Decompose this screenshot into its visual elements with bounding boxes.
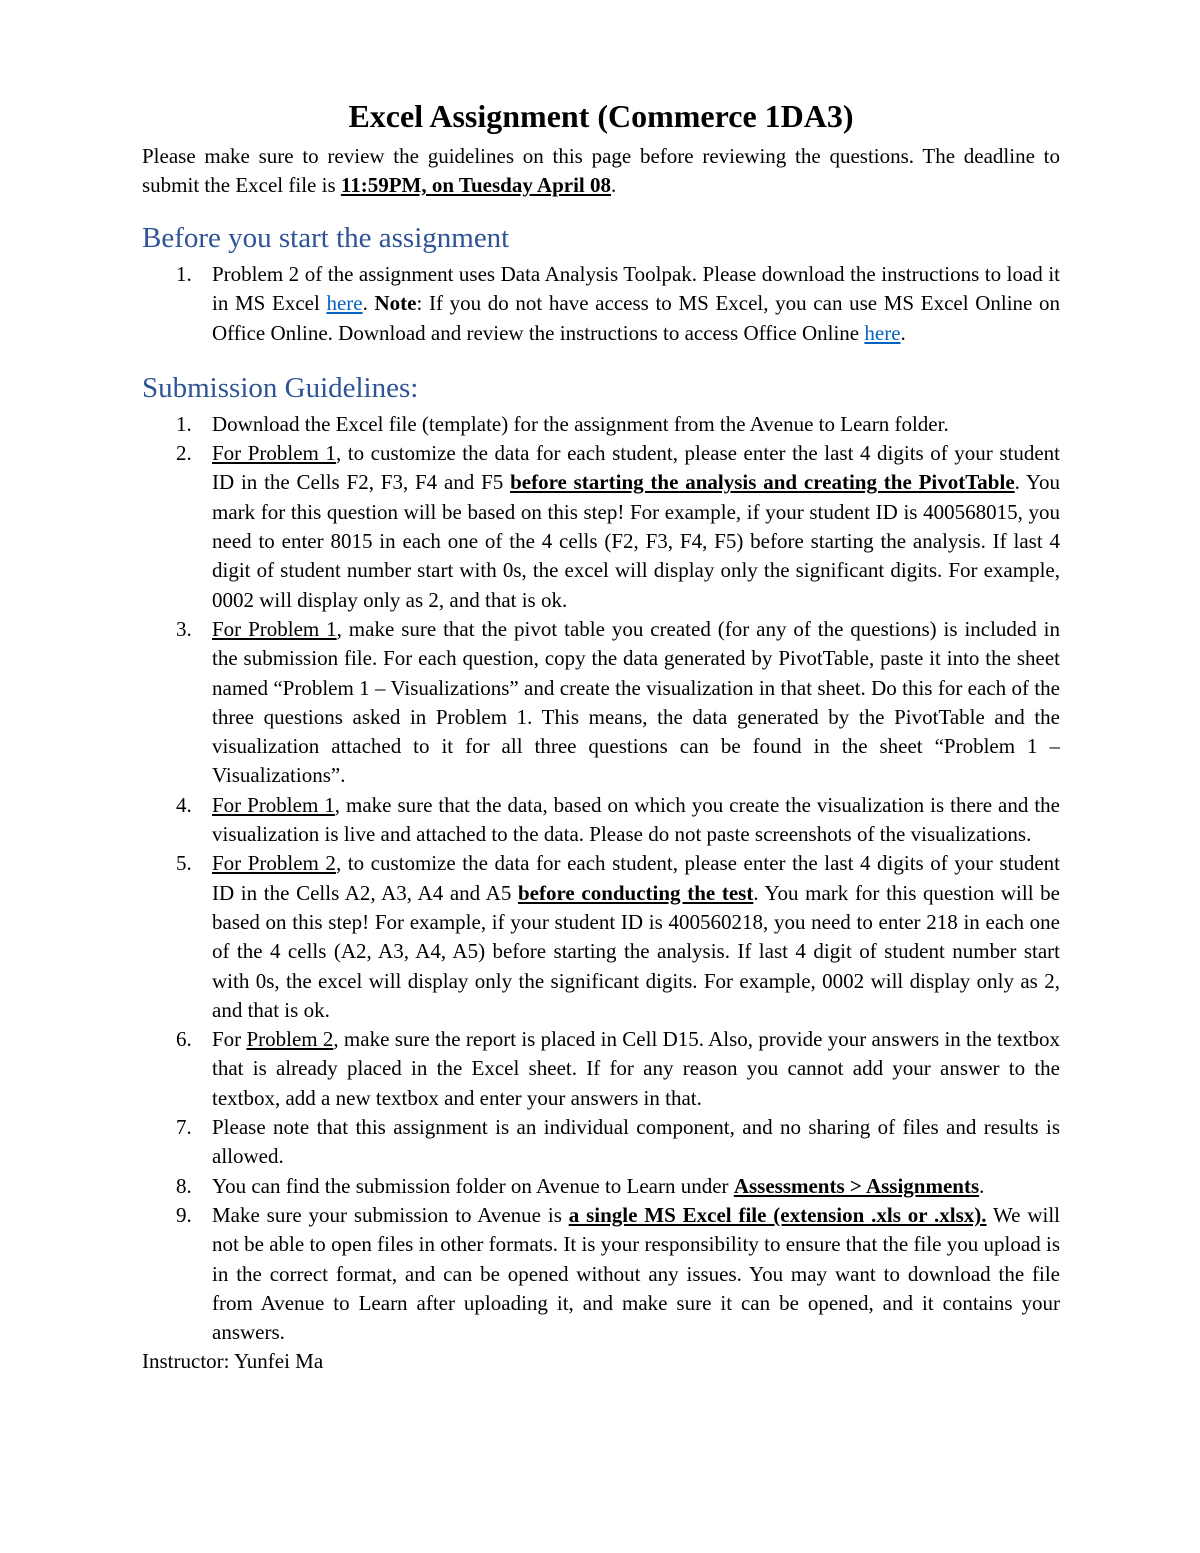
list-item: 8. You can find the submission folder on Avenue to Learn under Assessments > Assignments. [176, 1173, 985, 1198]
submission-heading: Submission Guidelines: [142, 371, 419, 404]
deadline: 11:59PM, on Tuesday April 08 [340, 173, 612, 197]
list-item: 1. Problem 2 of the assignment uses Data Analysis Toolpak. Please download the instructions to load it in MS Excel here. Note: If you do not have access to MS Excel, you can use MS Excel Online on Office Online. Download and review the instructions to access Office Online here. [176, 262, 1060, 345]
list-item: 2. For Problem 1, to customize the data for each student, please enter the last 4 digits of your student ID in the Cells F2, F3, F4 and F5 before starting the analysis and creating the PivotTable. You mark for this question will be based on this step! For example, if your student ID is 400568015, you need to enter 8015 in each one of the 4 cells (F2, F3, F4, F5) before starting the analysis. If last 4 digit of student number start with 0s, the excel will display only the significant digits. For example, 0002 will display only as 2, and that is ok. [176, 441, 1060, 612]
list-item: 4. For Problem 1, make sure that the data, based on which you create the visualization is there and the visualization is live and attached to the data. Please do not paste screenshots of the visualizations. [176, 792, 1060, 847]
before-heading: Before you start the assignment [142, 222, 510, 254]
list-item: 1. Download the Excel file (template) for the assignment from the Avenue to Learn folder. [176, 411, 949, 436]
instructor-footer: Instructor: Yunfei Ma [142, 1349, 324, 1374]
note-label: Note [374, 291, 417, 316]
list-item: 5. For Problem 2, to customize the data for each student, please enter the last 4 digits of your student ID in the Cells A2, A3, A4 and A5 before conducting the test. You mark for this question will be based on this step! For example, if your student ID is 400560218, you need to enter 218 in each one of the 4 cells (A2, A3, A4, A5) before starting the analysis. If last 4 digit of student number start with 0s, the excel will display only the significant digits. For example, 0002 will display only as 2, and that is ok. [176, 851, 1060, 1022]
document-page [142, 96, 1060, 1376]
list-item: 7. Please note that this assignment is an individual component, and no sharing of files and results is allowed. [176, 1115, 1060, 1169]
toolpak-instructions-link[interactable]: here [326, 291, 363, 316]
page-title: Excel Assignment (Commerce 1DA3) [348, 98, 854, 134]
before-list [142, 260, 1060, 348]
list-item: 6. For Problem 2, make sure the report is placed in Cell D15. Also, provide your answers in the textbox that is already placed in the Excel sheet. If for any reason you cannot add your answer to the textbox, add a new textbox and enter your answers in that. [176, 1027, 1060, 1110]
list-item: 3. For Problem 1, make sure that the pivot table you created (for any of the questions) is included in the submission file. For each question, copy the data generated by PivotTable, paste it into the sheet named “Problem 1 – Visualizations” and create the visualization in that sheet. Do this for each of the three questions asked in Problem 1. This means, the data generated by the PivotTable and the visualization attached to it for all three questions can be found in the sheet “Problem 1 – Visualizations”. [176, 616, 1060, 788]
office-online-instructions-link[interactable]: here [864, 320, 901, 345]
submission-list [142, 410, 1060, 1348]
list-item: 9. Make sure your submission to Avenue is a single MS Excel file (extension .xls or .xlsx). We will not be able to open files in other formats. It is your responsibility to ensure that the file you upload is in the correct format, and can be opened without any issues. You may want to download the file from Avenue to Learn after uploading it, and make sure it can be opened, and it contains your answers. [176, 1202, 1061, 1345]
intro-paragraph: Please make sure to review the guidelines on this page before reviewing the questions. The deadline to submit the Excel file is 11:59PM, on Tuesday April 08. [142, 144, 1060, 197]
